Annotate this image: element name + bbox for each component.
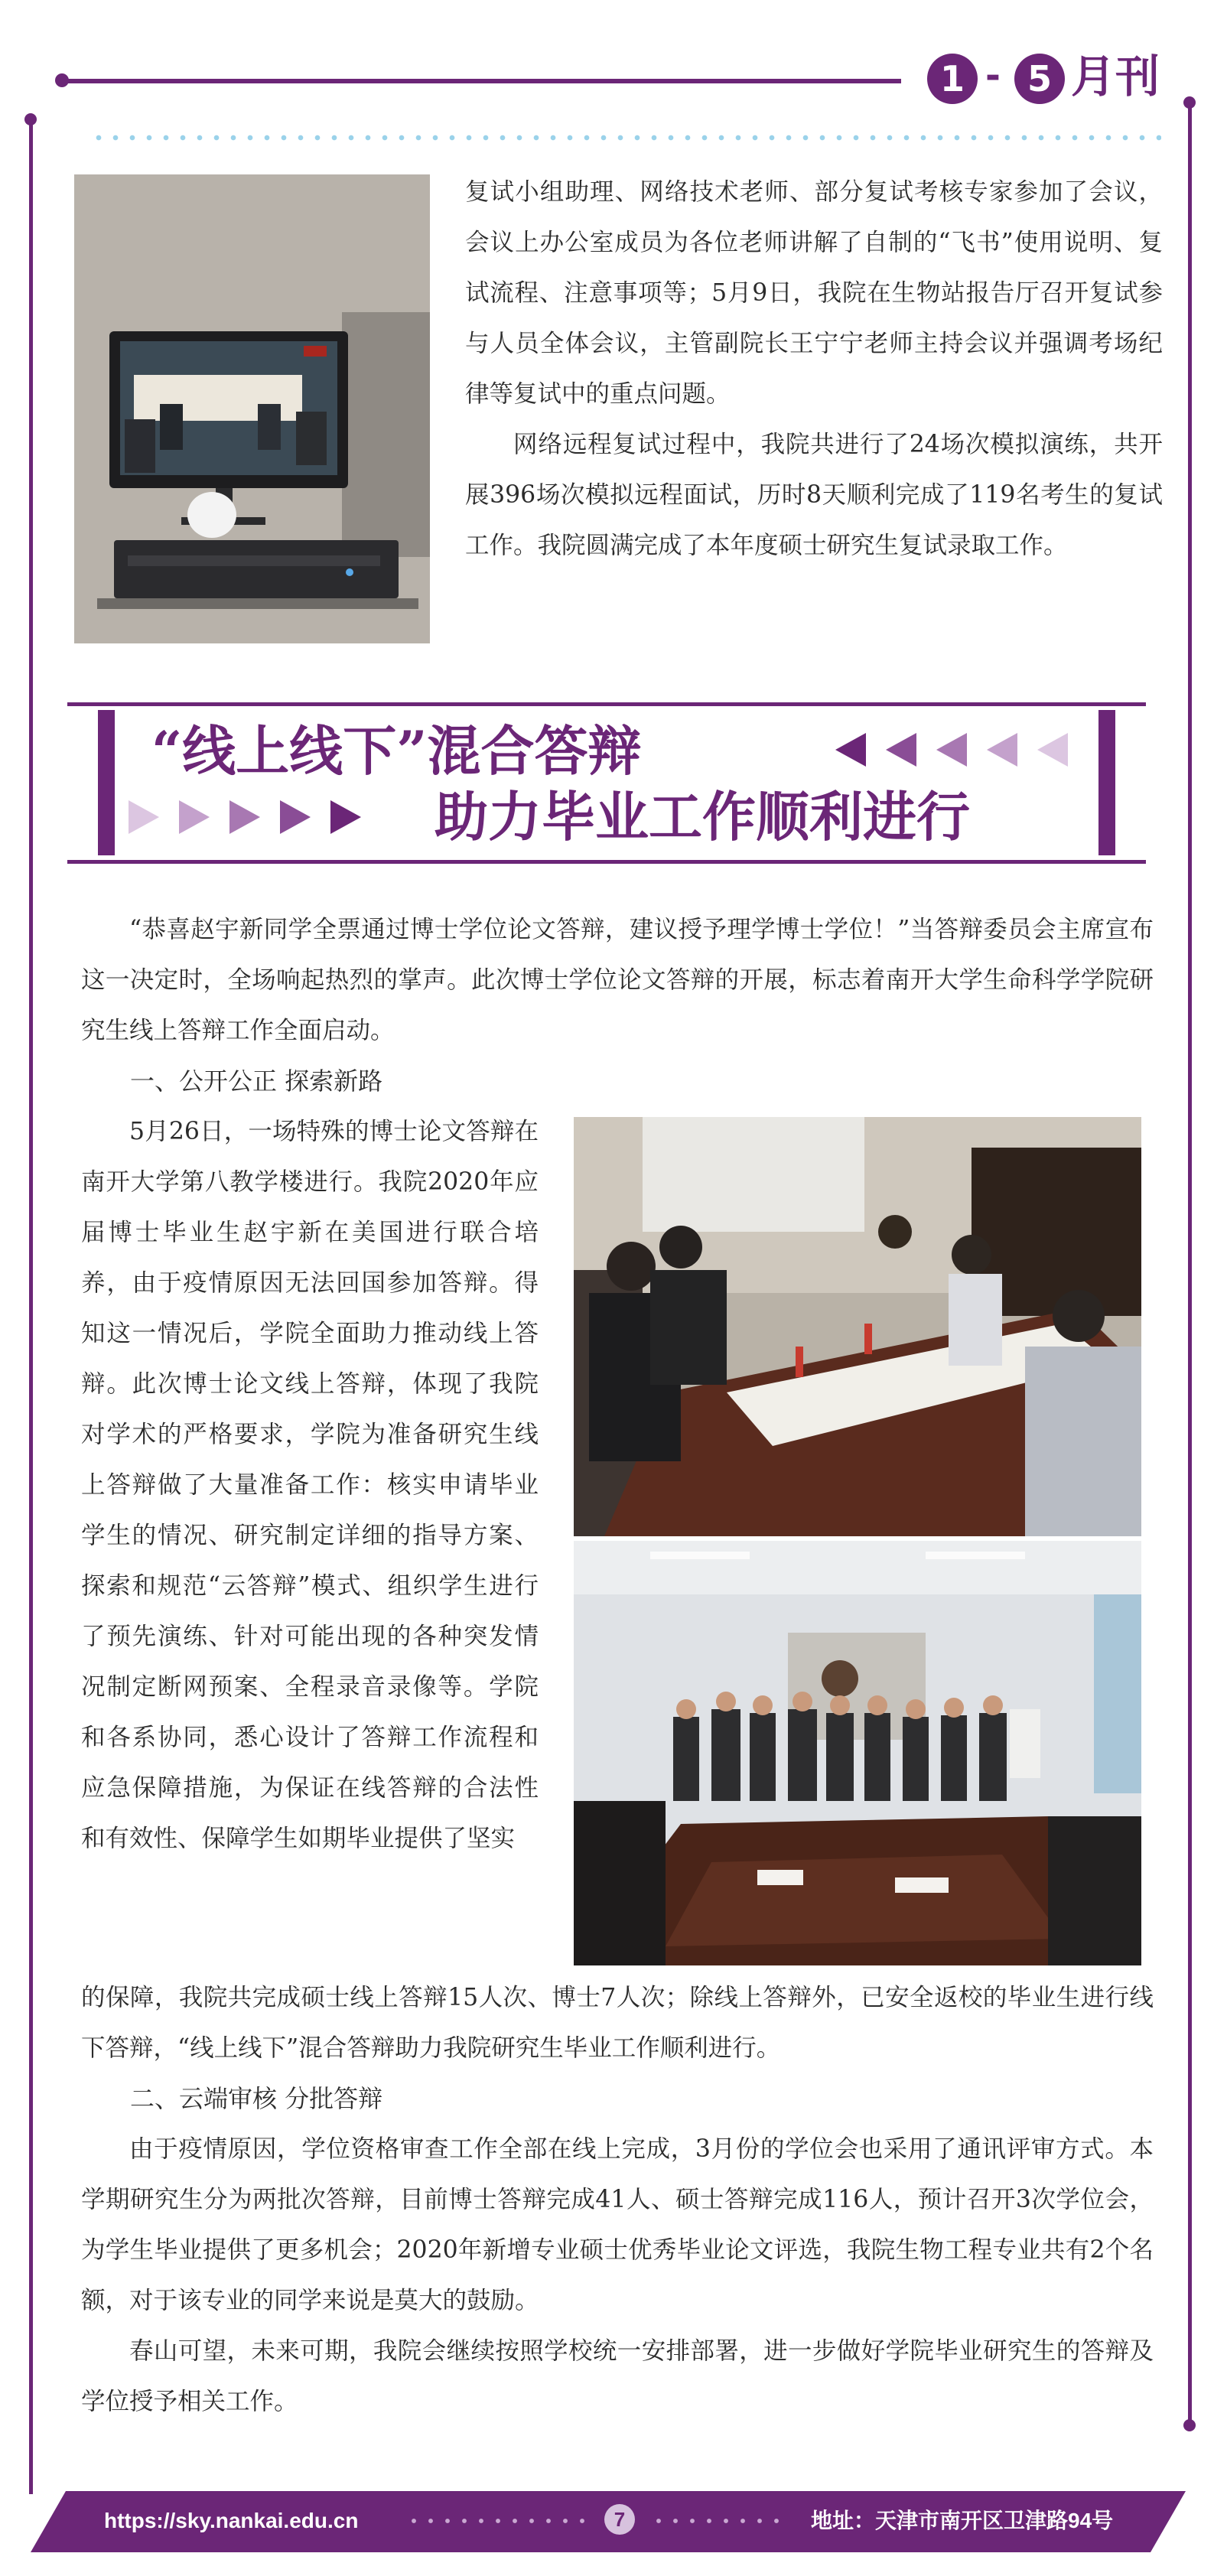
section-1-heading: 一、公开公正 探索新路 <box>130 1067 383 1096</box>
banner-left-bar <box>98 710 115 855</box>
intro-text <box>465 167 1163 571</box>
footer-url[interactable]: https://sky.nankai.edu.cn <box>104 2509 359 2532</box>
footer-address: 地址：天津市南开区卫津路94号 <box>811 2509 1114 2532</box>
section-1-paragraph: 5月26日，一场特殊的博士论文答辩在南开大学第八教学楼进行。我院2020年应届博士毕业生赵宇新在美国进行联合培养，由于疫情原因无法回国参加答辩。得知这一情况后，学院全面助力推动线上答辩。此次博士论文线上答辩，体现了我院对学术的严格要求，学院为准备研究生线上答辩做了大量准备工作：核实申请毕业学生的情况、研究制定详细的指导方案、探索和规范“云答辩”模式、组织学生进行了预先演练、针对可能出现的各种突发情况制定断网预案、全程录音录像等。学院和各系协同，悉心设计了答辩工作流程和应急保障措施，为保证在线答辩的合法性和有效性、保障学生如期毕业提供了坚实 <box>81 1118 539 1852</box>
issue-label: 月刊 <box>1071 50 1160 103</box>
arrow-left-icon <box>886 733 916 767</box>
banner-top-rule <box>67 702 1146 706</box>
banner-bottom-rule <box>67 860 1146 864</box>
left-rail <box>29 115 33 2494</box>
article-lead <box>81 904 1154 1106</box>
arrow-right-icon <box>229 800 260 834</box>
section-1-column <box>81 1106 539 1864</box>
issue-end-badge: 5 <box>1014 54 1065 104</box>
issue-start-badge: 1 <box>927 54 978 104</box>
photo-group-defense <box>574 1541 1141 1965</box>
section-2-paragraph: 由于疫情原因，学位资格审查工作全部在线上完成，3月份的学位会也采用了通讯评审方式。本学期研究生分为两批次答辩，目前博士答辩完成41人、硕士答辩完成116人，预计召开3次学位会，为学生毕业提供了更多机会；2020年新增专业硕士优秀毕业论文评选，我院生物工程专业共有2个名额，对于该专业的同学来说是莫大的鼓励。 <box>81 2135 1154 2314</box>
photo-defense-committee <box>574 1117 1141 1536</box>
dotted-divider <box>90 134 1161 142</box>
footer-dots-right <box>650 2519 788 2523</box>
article-banner <box>98 710 1115 855</box>
arrow-right-icon <box>330 800 361 834</box>
right-rail <box>1188 99 1192 2425</box>
header-rule <box>60 79 901 83</box>
intro-paragraph-2: 网络远程复试过程中，我院共进行了24场次模拟演练，共开展396场次模拟远程面试，历时8天顺利完成了119名考生的复试工作。我院圆满完成了本年度硕士研究生复试录取工作。 <box>465 431 1163 559</box>
arrow-right-icon <box>179 800 210 834</box>
lead-paragraph: “恭喜赵宇新同学全票通过博士学位论文答辩，建议授予理学博士学位！”当答辩委员会主席宣布这一决定时，全场响起热烈的掌声。此次博士学位论文答辩的开展，标志着南开大学生命科学学院研究生线上答辩工作全面启动。 <box>81 916 1154 1044</box>
article-continued <box>81 1972 1154 2427</box>
arrow-left-icon <box>1037 733 1068 767</box>
intro-paragraph-1: 复试小组助理、网络技术老师、部分复试考核专家参加了会议，会议上办公室成员为各位老师讲解了自制的“飞书”使用说明、复试流程、注意事项等；5月9日，我院在生物站报告厅召开复试参与人员全体会议，主管副院长王宁宁老师主持会议并强调考场纪律等复试中的重点问题。 <box>465 178 1163 408</box>
arrow-right-icon <box>280 800 311 834</box>
issue-dash: - <box>985 54 1001 97</box>
section-2-heading: 二、云端审核 分批答辩 <box>130 2084 383 2113</box>
section-1-tail: 的保障，我院共完成硕士线上答辩15人次、博士7人次；除线上答辩外，已安全返校的毕业生进行线下答辩，“线上线下”混合答辩助力我院研究生毕业工作顺利进行。 <box>81 1984 1154 2062</box>
banner-title-line-2: 助力毕业工作顺利进行 <box>435 785 970 848</box>
arrow-right-icon <box>129 800 159 834</box>
banner-right-bar <box>1098 710 1115 855</box>
footer-dots-left <box>405 2519 597 2523</box>
photo-remote-monitor <box>74 174 430 643</box>
banner-title-line-1: “线上线下”混合答辩 <box>151 719 642 783</box>
closing-paragraph: 春山可望，未来可期，我院会继续按照学校统一安排部署，进一步做好学院毕业研究生的答辩及学位授予相关工作。 <box>81 2337 1154 2415</box>
page-number: 7 <box>604 2504 635 2535</box>
arrow-left-icon <box>835 733 866 767</box>
arrow-left-icon <box>936 733 967 767</box>
arrow-left-icon <box>987 733 1017 767</box>
right-rail-end <box>1183 2419 1196 2431</box>
